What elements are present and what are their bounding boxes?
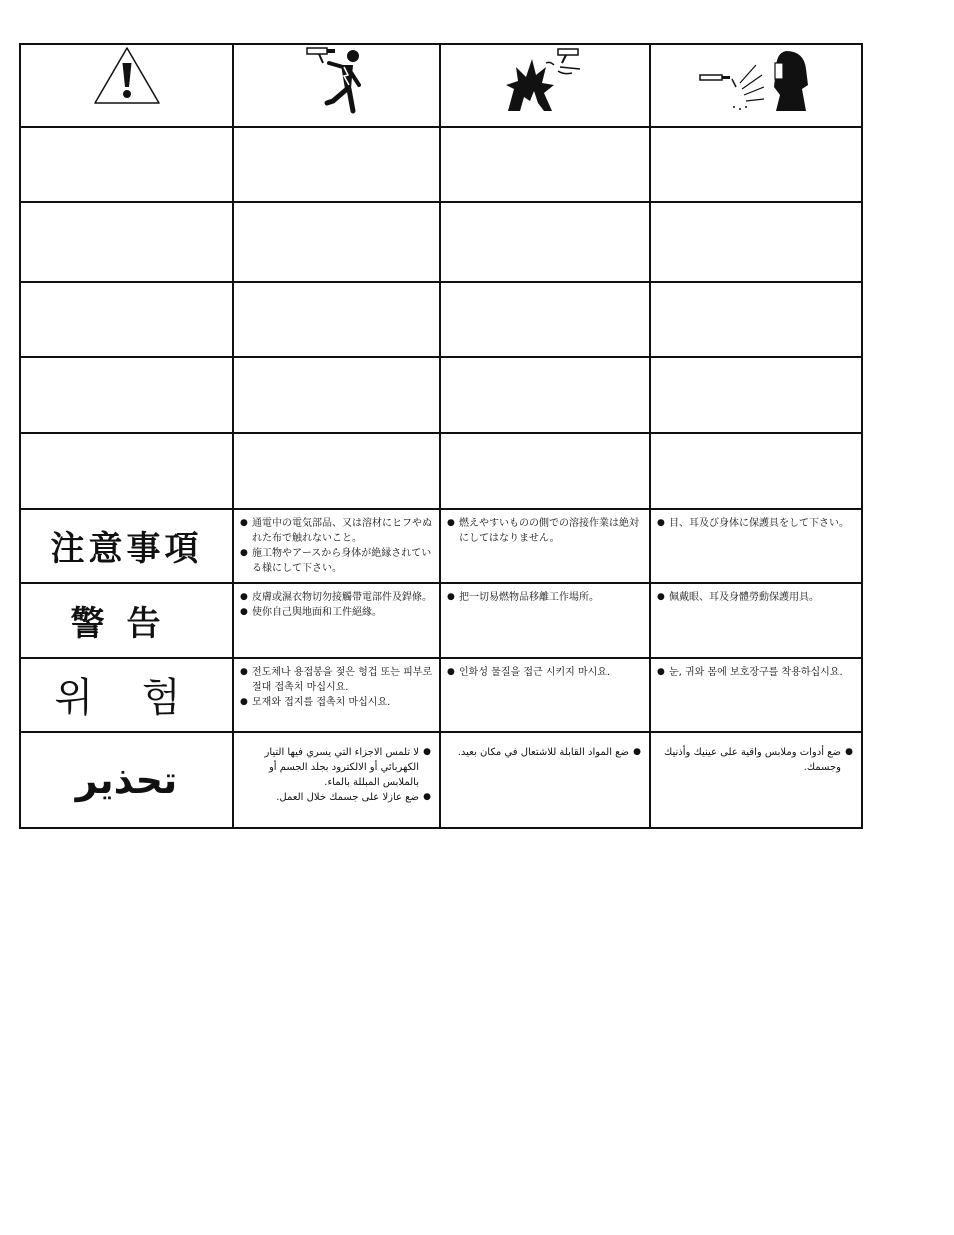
empty-cell bbox=[20, 202, 233, 282]
list-item: ● ضع أدوات وملابس واقية على عينيك وأذنيك وجسمك. bbox=[657, 745, 853, 775]
empty-cell bbox=[650, 357, 862, 433]
empty-cell bbox=[20, 127, 233, 203]
electric-shock-icon bbox=[297, 45, 377, 117]
chinese-fire-list bbox=[441, 584, 649, 605]
japanese-shock-list bbox=[234, 510, 439, 576]
list-item: ● 皮膚或濕衣物切勿接觸帶電部件及銲條。 bbox=[240, 590, 433, 605]
header-cell-warning bbox=[20, 44, 233, 127]
japanese-fire-cell bbox=[440, 509, 650, 584]
arabic-protection-list bbox=[651, 733, 861, 775]
arabic-protection-cell bbox=[650, 732, 862, 828]
arabic-label: تحذير bbox=[75, 758, 178, 803]
empty-row bbox=[20, 433, 862, 509]
japanese-label: 注意事項 bbox=[50, 529, 203, 570]
japanese-protection-list bbox=[651, 510, 861, 531]
empty-cell bbox=[440, 433, 650, 509]
warning-triangle-icon bbox=[92, 45, 162, 107]
japanese-fire-list bbox=[441, 510, 649, 546]
empty-row bbox=[20, 202, 862, 282]
japanese-shock-cell bbox=[233, 509, 440, 584]
korean-label-cell bbox=[20, 658, 233, 733]
header-row bbox=[20, 44, 862, 127]
list-item: ● 把一切易燃物品移離工作場所。 bbox=[447, 590, 643, 605]
list-item: ● 燃えやすいものの側での溶接作業は絶対にしてはなりません。 bbox=[447, 516, 643, 546]
list-item: ● 佩戴眼、耳及身體勞動保護用具。 bbox=[657, 590, 855, 605]
chinese-protection-list bbox=[651, 584, 861, 605]
list-item: ● ضع المواد القابلة للاشتعال في مكان بعيد. bbox=[447, 745, 641, 760]
list-item: ● 目、耳及び身体に保護具をして下さい。 bbox=[657, 516, 855, 531]
header-cell-fire bbox=[440, 44, 650, 127]
korean-shock-list bbox=[234, 659, 439, 710]
chinese-label: 警告 bbox=[70, 603, 183, 644]
list-item: ● 施工物やアースから身体が絶縁されている様にして下さい。 bbox=[240, 546, 433, 576]
welding-fumes-face-shield-icon bbox=[696, 45, 816, 117]
chinese-protection-cell bbox=[650, 583, 862, 658]
chinese-shock-cell bbox=[233, 583, 440, 658]
empty-row bbox=[20, 357, 862, 433]
chinese-fire-cell bbox=[440, 583, 650, 658]
chinese-label-cell bbox=[20, 583, 233, 658]
header-cell-shock bbox=[233, 44, 440, 127]
list-item: ● 인화성 물질을 접근 시키지 마시요. bbox=[447, 665, 643, 680]
arabic-fire-cell bbox=[440, 732, 650, 828]
empty-cell bbox=[440, 282, 650, 358]
list-item: ● 모재와 접지를 접촉치 마십시요. bbox=[240, 695, 433, 710]
korean-protection-cell bbox=[650, 658, 862, 733]
chinese-row bbox=[20, 583, 862, 658]
arabic-fire-list bbox=[441, 733, 649, 760]
empty-cell bbox=[440, 202, 650, 282]
korean-fire-list bbox=[441, 659, 649, 680]
empty-row bbox=[20, 282, 862, 358]
multilingual-warning-table bbox=[19, 43, 863, 829]
empty-cell bbox=[233, 433, 440, 509]
empty-cell bbox=[650, 433, 862, 509]
empty-cell bbox=[233, 202, 440, 282]
empty-cell bbox=[20, 433, 233, 509]
arabic-row bbox=[20, 732, 862, 828]
empty-cell bbox=[233, 127, 440, 203]
header-cell-protection bbox=[650, 44, 862, 127]
empty-cell bbox=[440, 127, 650, 203]
list-item: ● 눈, 귀와 몸에 보호장구를 착용하십시요. bbox=[657, 665, 855, 680]
japanese-row bbox=[20, 509, 862, 584]
arabic-shock-cell bbox=[233, 732, 440, 828]
empty-cell bbox=[650, 202, 862, 282]
empty-cell bbox=[233, 282, 440, 358]
korean-protection-list bbox=[651, 659, 861, 680]
korean-fire-cell bbox=[440, 658, 650, 733]
arabic-label-cell bbox=[20, 732, 233, 828]
chinese-shock-list bbox=[234, 584, 439, 620]
list-item: ● 전도체나 용접봉을 젖은 헝겁 또는 피부로 절대 접촉치 마십시요. bbox=[240, 665, 433, 695]
list-item: ● 使你自己與地面和工件絕緣。 bbox=[240, 605, 433, 620]
japanese-protection-cell bbox=[650, 509, 862, 584]
empty-cell bbox=[440, 357, 650, 433]
list-item: ● 通電中の電気部品、又は溶材にヒフやぬれた布で触れないこと。 bbox=[240, 516, 433, 546]
empty-cell bbox=[650, 282, 862, 358]
empty-cell bbox=[650, 127, 862, 203]
explosion-fire-icon bbox=[500, 45, 590, 117]
list-item: ● لا تلمس الاجزاء التي يسري فيها التيار الكهربائي أو الالكترود بجلد الجسم أو بالملابس المبللة بالماء. bbox=[240, 745, 431, 790]
korean-shock-cell bbox=[233, 658, 440, 733]
japanese-label-cell bbox=[20, 509, 233, 584]
korean-label: 위 험 bbox=[54, 675, 199, 722]
arabic-shock-list bbox=[234, 733, 439, 805]
korean-row bbox=[20, 658, 862, 733]
empty-cell bbox=[20, 357, 233, 433]
empty-cell bbox=[20, 282, 233, 358]
empty-row bbox=[20, 127, 862, 203]
list-item: ● ضع عازلا على جسمك خلال العمل. bbox=[240, 790, 431, 805]
empty-cell bbox=[233, 357, 440, 433]
